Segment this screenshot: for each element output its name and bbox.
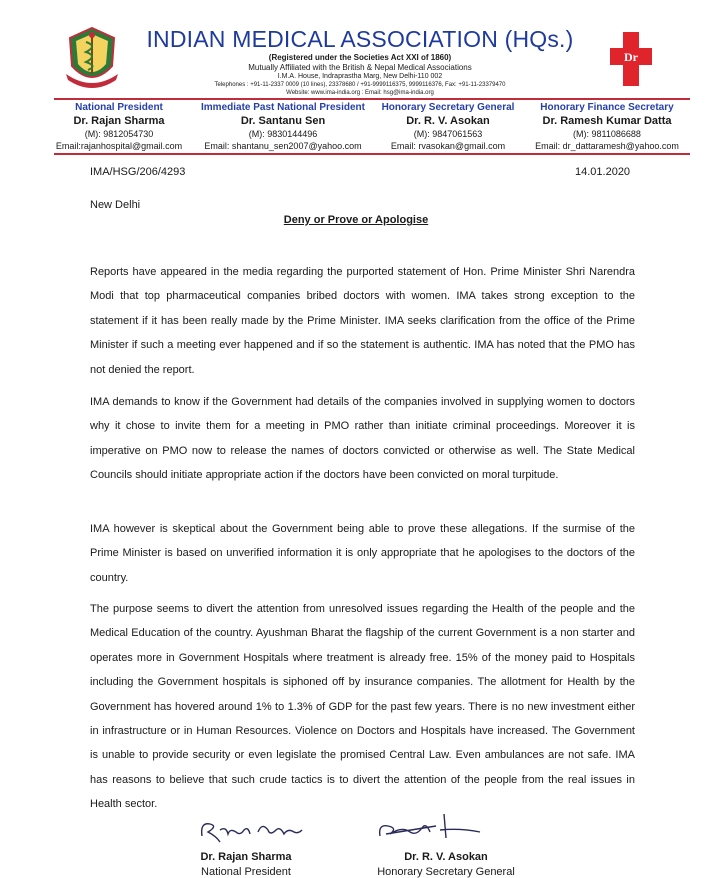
officer-email: Email: dr_dattaramesh@yahoo.com	[535, 141, 679, 151]
officer-role: National President	[75, 102, 163, 113]
org-telephones: Telephones : +91-11-2337 0009 (10 lines), 23378680 / +91-9999116375, 9999116376, Fax: +91-11-23379470	[214, 82, 506, 88]
officer-email: Email:rajanhospital@gmail.com	[55, 141, 183, 151]
reference-number: IMA/HSG/206/4293	[90, 166, 186, 178]
signatory-2-role: Honorary Secretary General	[377, 866, 515, 878]
red-cross-icon	[610, 32, 652, 86]
paragraph-2: IMA demands to know if the Government had details of the companies involved in supplying women to doctors why it chose to invite them for a meeting in PMO rather than initiate criminal proceedings. Moreover it is imperative on PMO now to release the names of doctors convicted or otherwise as well. The State Medical Councils should initiate appropriate action if the doctors have been convicted on moral turpitude.	[90, 396, 635, 482]
paragraph-4: The purpose seems to divert the attention from unresolved issues regarding the Health of the people and the Medical Education of the country. Ayushman Bharat the flagship of the current Government is a non starter and operates more in Government Hospitals where treatment is already free. 15% of the money paid to Hospitals including the Government hospitals is siphoned off by insurance companies. The allotment for Health by the Government has hovered around 1% to 1.3% of GDP for the past few years. There is no new investment either in infrastructure or in Human Resources. Violence on Doctors and Hospitals have increased. The Government is unable to provide security or even legislate the promised Central Law. Even ambulances are not safe. IMA has reasons to believe that such crude tactics is to divert the attention of the people from the real issues in Health sector.	[90, 603, 635, 811]
signature-rajan-sharma	[196, 814, 306, 846]
officer-name: Dr. Rajan Sharma	[73, 115, 165, 127]
org-website: Website: www.ima-india.org : Email: hsg@ima-india.org	[286, 90, 434, 96]
officer-role: Immediate Past National President	[201, 102, 365, 113]
officer-email: Email: rvasokan@gmail.com	[390, 141, 506, 151]
officer-phone: (M): 9812054730	[84, 129, 154, 139]
officer-phone: (M): 9811086688	[573, 129, 641, 139]
office-bearers	[54, 102, 690, 152]
officer-phone: (M): 9830144496	[248, 129, 318, 139]
officer-email: Email: shantanu_sen2007@yahoo.com	[204, 141, 362, 151]
officer-name: Dr. Ramesh Kumar Datta	[542, 115, 672, 127]
cross-label: Dr	[624, 50, 638, 64]
officer-finance-secretary	[524, 102, 690, 152]
paragraph-3: IMA however is skeptical about the Government being able to prove these allegations. If the surmise of the Prime Minister is based on unverified information it is only appropriate that he apologises to the doctors of the country.	[90, 523, 635, 584]
signatory-1-name: Dr. Rajan Sharma	[200, 851, 292, 863]
org-address: I.M.A. House, Indraprastha Marg, New Delhi-110 002	[277, 73, 443, 80]
officer-role: Honorary Secretary General	[381, 102, 515, 113]
header-rule-top	[54, 98, 690, 100]
officer-president	[54, 102, 184, 152]
officer-phone: (M): 9847061563	[413, 129, 483, 139]
signatory-2-name: Dr. R. V. Asokan	[404, 851, 488, 863]
header-rule-bottom	[54, 153, 690, 155]
letter-date: 14.01.2020	[575, 166, 631, 178]
officer-secretary-general	[378, 102, 518, 152]
paragraph-1: Reports have appeared in the media regarding the purported statement of Hon. Prime Minister Shri Narendra Modi that top pharmaceutical companies bribed doctors with women. IMA takes strong exception to the statement if it has been really made by the Prime Minister. IMA seeks clarification from the office of the Prime Minister if such a meeting ever happened and if so the statement is authentic. IMA has noted that the PMO has not denied the report.	[90, 266, 635, 376]
officer-name: Dr. Santanu Sen	[240, 115, 326, 127]
signature-rv-asokan	[370, 808, 490, 846]
affiliation-note: Mutually Affiliated with the British & Nepal Medical Associations	[248, 63, 472, 72]
letter-place: New Delhi	[90, 199, 141, 211]
officer-role: Honorary Finance Secretary	[540, 102, 674, 113]
ima-emblem-icon	[62, 22, 122, 92]
org-name: INDIAN MEDICAL ASSOCIATION (HQs.)	[146, 26, 574, 52]
officer-name: Dr. R. V. Asokan	[406, 115, 490, 127]
registration-note: (Registered under the Societies Act XXI of 1860)	[268, 53, 452, 62]
signatory-1-role: National President	[201, 866, 291, 878]
officer-past-president	[198, 102, 368, 152]
letter-subject: Deny or Prove or Apologise	[283, 214, 429, 226]
